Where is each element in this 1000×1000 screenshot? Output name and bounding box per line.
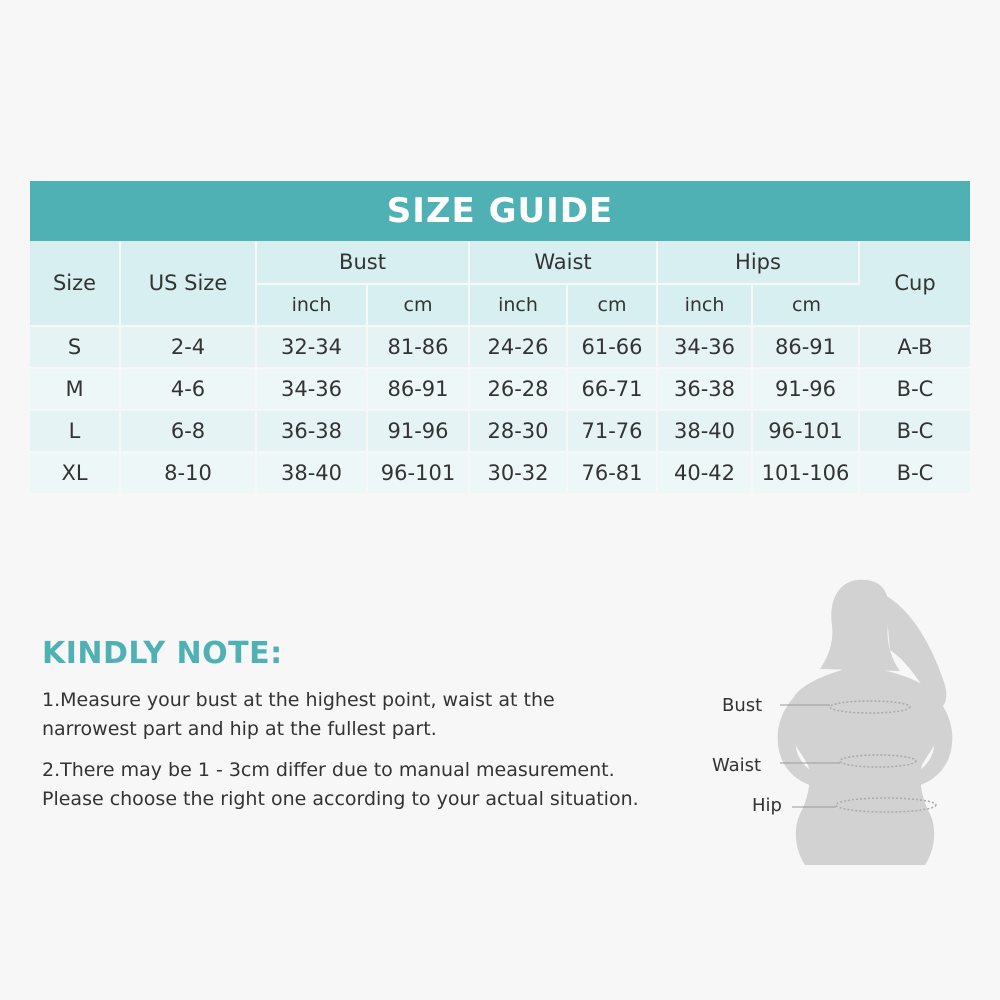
cell-us-size: 6-8: [121, 411, 257, 453]
cell-bust-inch: 38-40: [257, 453, 368, 495]
table-row: [30, 411, 970, 453]
cell-bust-cm: 81-86: [368, 327, 470, 369]
cell-hips-cm: 101-106: [753, 453, 860, 495]
header-size: Size: [30, 241, 121, 327]
cell-bust-inch: 34-36: [257, 369, 368, 411]
cell-hips-cm: 96-101: [753, 411, 860, 453]
table-row: [30, 453, 970, 495]
subheader-bust-inch: inch: [257, 285, 368, 327]
cell-waist-inch: 30-32: [470, 453, 568, 495]
waist-label: Waist: [712, 755, 762, 776]
note-line-2a: 2.There may be 1 - 3cm differ due to manual measurement.: [42, 759, 615, 781]
header-cup: Cup: [860, 241, 970, 327]
hip-label: Hip: [752, 795, 782, 816]
cell-bust-cm: 86-91: [368, 369, 470, 411]
table-row: [30, 327, 970, 369]
cell-cup: B-C: [860, 369, 970, 411]
table-row: [30, 369, 970, 411]
cell-size: S: [30, 327, 121, 369]
subheader-bust-cm: cm: [368, 285, 470, 327]
bust-label: Bust: [722, 695, 763, 716]
subheader-hips-cm: cm: [753, 285, 860, 327]
note-line-1a: 1.Measure your bust at the highest point, waist at the: [42, 689, 555, 711]
measurement-figure: [700, 565, 1000, 865]
subheader-waist-cm: cm: [568, 285, 658, 327]
cell-hips-cm: 86-91: [753, 327, 860, 369]
note-line-1b: narrowest part and hip at the fullest part.: [42, 718, 437, 740]
cell-waist-cm: 71-76: [568, 411, 658, 453]
cell-size: M: [30, 369, 121, 411]
cell-waist-inch: 24-26: [470, 327, 568, 369]
cell-waist-inch: 28-30: [470, 411, 568, 453]
cell-hips-inch: 40-42: [658, 453, 753, 495]
cell-size: L: [30, 411, 121, 453]
cell-bust-cm: 96-101: [368, 453, 470, 495]
cell-waist-cm: 66-71: [568, 369, 658, 411]
subheader-waist-inch: inch: [470, 285, 568, 327]
cell-us-size: 8-10: [121, 453, 257, 495]
cell-waist-cm: 76-81: [568, 453, 658, 495]
size-table: [30, 241, 970, 495]
cell-bust-cm: 91-96: [368, 411, 470, 453]
note-line-2b: Please choose the right one according to your actual situation.: [42, 788, 639, 810]
cell-bust-inch: 32-34: [257, 327, 368, 369]
cell-cup: B-C: [860, 453, 970, 495]
size-guide: [30, 181, 970, 495]
cell-waist-inch: 26-28: [470, 369, 568, 411]
header-waist: Waist: [470, 241, 658, 285]
cell-us-size: 4-6: [121, 369, 257, 411]
cell-size: XL: [30, 453, 121, 495]
kindly-note-title: KINDLY NOTE:: [42, 636, 283, 671]
cell-cup: A-B: [860, 327, 970, 369]
cell-waist-cm: 61-66: [568, 327, 658, 369]
cell-cup: B-C: [860, 411, 970, 453]
cell-bust-inch: 36-38: [257, 411, 368, 453]
header-hips: Hips: [658, 241, 860, 285]
cell-hips-inch: 36-38: [658, 369, 753, 411]
header-us-size: US Size: [121, 241, 257, 327]
size-guide-title: SIZE GUIDE: [30, 181, 970, 241]
subheader-hips-inch: inch: [658, 285, 753, 327]
cell-hips-inch: 34-36: [658, 327, 753, 369]
cell-hips-cm: 91-96: [753, 369, 860, 411]
header-bust: Bust: [257, 241, 470, 285]
cell-us-size: 2-4: [121, 327, 257, 369]
cell-hips-inch: 38-40: [658, 411, 753, 453]
